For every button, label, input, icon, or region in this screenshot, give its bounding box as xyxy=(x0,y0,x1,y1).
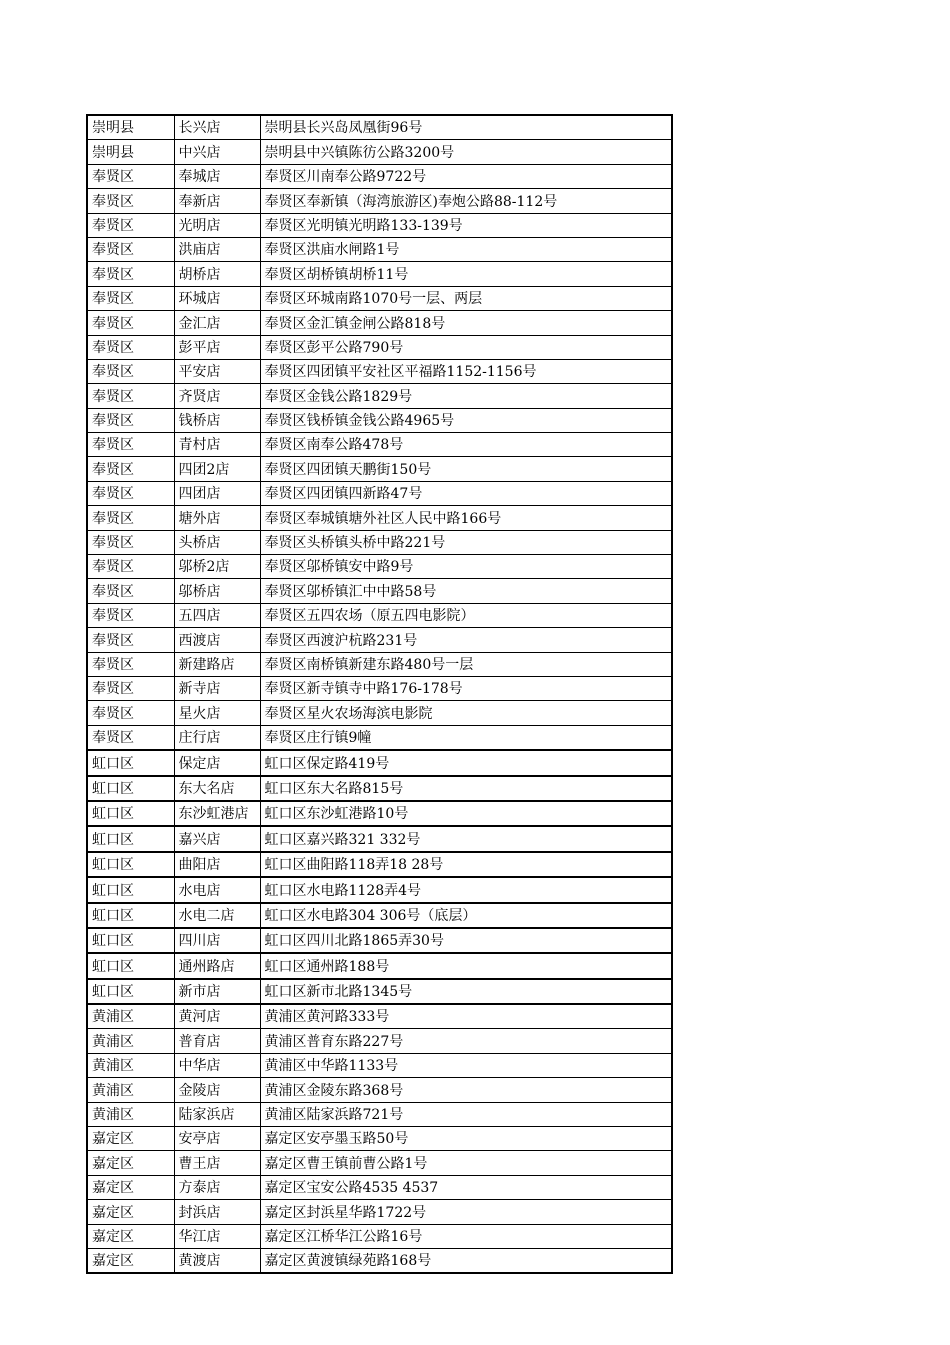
table-row xyxy=(87,877,672,902)
district-cell: 虹口区 xyxy=(87,750,174,775)
store-name-cell: 长兴店 xyxy=(174,115,260,140)
table-row xyxy=(87,1053,672,1077)
district-cell: 嘉定区 xyxy=(87,1200,174,1224)
table-row xyxy=(87,652,672,676)
address-cell: 奉贤区庄行镇9幢 xyxy=(260,725,672,750)
address-cell: 奉贤区四团镇平安社区平福路1152-1156号 xyxy=(260,359,672,383)
address-cell: 虹口区水电路1128弄4号 xyxy=(260,877,672,902)
district-cell: 黄浦区 xyxy=(87,1102,174,1126)
address-cell: 嘉定区封浜星华路1722号 xyxy=(260,1200,672,1224)
address-cell: 黄浦区黄河路333号 xyxy=(260,1004,672,1029)
table-row xyxy=(87,1004,672,1029)
district-cell: 虹口区 xyxy=(87,979,174,1004)
district-cell: 奉贤区 xyxy=(87,701,174,725)
table-row xyxy=(87,1200,672,1224)
address-cell: 嘉定区江桥华江公路16号 xyxy=(260,1224,672,1248)
table-row xyxy=(87,481,672,505)
district-cell: 奉贤区 xyxy=(87,628,174,652)
table-row xyxy=(87,701,672,725)
table-row xyxy=(87,335,672,359)
store-name-cell: 金汇店 xyxy=(174,311,260,335)
store-name-cell: 光明店 xyxy=(174,213,260,237)
district-cell: 虹口区 xyxy=(87,852,174,877)
table-row xyxy=(87,603,672,627)
table-row xyxy=(87,801,672,826)
table-row xyxy=(87,928,672,953)
address-cell: 奉贤区环城南路1070号一层、两层 xyxy=(260,286,672,310)
table-row xyxy=(87,579,672,603)
store-name-cell: 四团店 xyxy=(174,481,260,505)
store-name-cell: 西渡店 xyxy=(174,628,260,652)
address-cell: 奉贤区头桥镇头桥中路221号 xyxy=(260,530,672,554)
district-cell: 虹口区 xyxy=(87,801,174,826)
district-cell: 奉贤区 xyxy=(87,408,174,432)
address-cell: 崇明县长兴岛凤凰街96号 xyxy=(260,115,672,140)
address-cell: 奉贤区奉城镇塘外社区人民中路166号 xyxy=(260,506,672,530)
district-cell: 奉贤区 xyxy=(87,433,174,457)
table-row xyxy=(87,725,672,750)
store-name-cell: 水电店 xyxy=(174,877,260,902)
address-cell: 奉贤区邬桥镇汇中中路58号 xyxy=(260,579,672,603)
store-list-body xyxy=(87,115,672,1273)
district-cell: 奉贤区 xyxy=(87,481,174,505)
store-name-cell: 奉城店 xyxy=(174,164,260,188)
table-row xyxy=(87,1127,672,1151)
table-row xyxy=(87,979,672,1004)
store-name-cell: 陆家浜店 xyxy=(174,1102,260,1126)
table-row xyxy=(87,1175,672,1199)
district-cell: 奉贤区 xyxy=(87,189,174,213)
address-cell: 奉贤区星火农场海滨电影院 xyxy=(260,701,672,725)
store-name-cell: 中兴店 xyxy=(174,140,260,164)
address-cell: 嘉定区宝安公路4535 4537 xyxy=(260,1175,672,1199)
store-name-cell: 平安店 xyxy=(174,359,260,383)
table-row xyxy=(87,676,672,700)
store-name-cell: 东沙虹港店 xyxy=(174,801,260,826)
table-row xyxy=(87,262,672,286)
district-cell: 奉贤区 xyxy=(87,164,174,188)
table-row xyxy=(87,237,672,261)
store-name-cell: 华江店 xyxy=(174,1224,260,1248)
store-name-cell: 齐贤店 xyxy=(174,384,260,408)
store-name-cell: 五四店 xyxy=(174,603,260,627)
district-cell: 奉贤区 xyxy=(87,384,174,408)
store-name-cell: 封浜店 xyxy=(174,1200,260,1224)
address-cell: 虹口区水电路304 306号（底层） xyxy=(260,903,672,928)
table-row xyxy=(87,826,672,851)
address-cell: 奉贤区川南奉公路9722号 xyxy=(260,164,672,188)
address-cell: 虹口区曲阳路118弄18 28号 xyxy=(260,852,672,877)
district-cell: 虹口区 xyxy=(87,903,174,928)
address-cell: 虹口区保定路419号 xyxy=(260,750,672,775)
district-cell: 奉贤区 xyxy=(87,506,174,530)
district-cell: 奉贤区 xyxy=(87,311,174,335)
district-cell: 黄浦区 xyxy=(87,1029,174,1053)
table-row xyxy=(87,1151,672,1175)
district-cell: 奉贤区 xyxy=(87,262,174,286)
address-cell: 虹口区四川北路1865弄30号 xyxy=(260,928,672,953)
address-cell: 奉贤区邬桥镇安中路9号 xyxy=(260,555,672,579)
address-cell: 黄浦区普育东路227号 xyxy=(260,1029,672,1053)
table-row xyxy=(87,311,672,335)
store-name-cell: 新寺店 xyxy=(174,676,260,700)
address-cell: 虹口区东大名路815号 xyxy=(260,776,672,801)
district-cell: 虹口区 xyxy=(87,877,174,902)
address-cell: 虹口区新市北路1345号 xyxy=(260,979,672,1004)
district-cell: 黄浦区 xyxy=(87,1053,174,1077)
store-name-cell: 嘉兴店 xyxy=(174,826,260,851)
store-name-cell: 胡桥店 xyxy=(174,262,260,286)
address-cell: 嘉定区黄渡镇绿苑路168号 xyxy=(260,1248,672,1273)
address-cell: 奉贤区五四农场（原五四电影院） xyxy=(260,603,672,627)
address-cell: 奉贤区金汇镇金闸公路818号 xyxy=(260,311,672,335)
store-name-cell: 邬桥店 xyxy=(174,579,260,603)
table-row xyxy=(87,140,672,164)
table-row xyxy=(87,457,672,481)
district-cell: 奉贤区 xyxy=(87,335,174,359)
district-cell: 嘉定区 xyxy=(87,1151,174,1175)
district-cell: 黄浦区 xyxy=(87,1078,174,1102)
table-row xyxy=(87,359,672,383)
store-name-cell: 水电二店 xyxy=(174,903,260,928)
store-name-cell: 环城店 xyxy=(174,286,260,310)
table-row xyxy=(87,903,672,928)
table-row xyxy=(87,555,672,579)
district-cell: 奉贤区 xyxy=(87,579,174,603)
address-cell: 奉贤区胡桥镇胡桥11号 xyxy=(260,262,672,286)
district-cell: 奉贤区 xyxy=(87,530,174,554)
table-row xyxy=(87,1224,672,1248)
address-cell: 奉贤区钱桥镇金钱公路4965号 xyxy=(260,408,672,432)
store-list-table xyxy=(86,114,673,1274)
store-name-cell: 邬桥2店 xyxy=(174,555,260,579)
store-name-cell: 通州路店 xyxy=(174,953,260,978)
table-row xyxy=(87,628,672,652)
district-cell: 奉贤区 xyxy=(87,359,174,383)
table-row xyxy=(87,1029,672,1053)
address-cell: 奉贤区西渡沪杭路231号 xyxy=(260,628,672,652)
store-name-cell: 奉新店 xyxy=(174,189,260,213)
district-cell: 奉贤区 xyxy=(87,603,174,627)
store-name-cell: 安亭店 xyxy=(174,1127,260,1151)
table-row xyxy=(87,506,672,530)
table-row xyxy=(87,408,672,432)
store-name-cell: 洪庙店 xyxy=(174,237,260,261)
district-cell: 奉贤区 xyxy=(87,213,174,237)
store-name-cell: 青村店 xyxy=(174,433,260,457)
address-cell: 奉贤区彭平公路790号 xyxy=(260,335,672,359)
store-name-cell: 庄行店 xyxy=(174,725,260,750)
table-row xyxy=(87,286,672,310)
address-cell: 奉贤区四团镇四新路47号 xyxy=(260,481,672,505)
address-cell: 奉贤区金钱公路1829号 xyxy=(260,384,672,408)
address-cell: 奉贤区光明镇光明路133-139号 xyxy=(260,213,672,237)
address-cell: 嘉定区曹王镇前曹公路1号 xyxy=(260,1151,672,1175)
district-cell: 奉贤区 xyxy=(87,652,174,676)
address-cell: 奉贤区南奉公路478号 xyxy=(260,433,672,457)
store-name-cell: 金陵店 xyxy=(174,1078,260,1102)
address-cell: 黄浦区中华路1133号 xyxy=(260,1053,672,1077)
store-name-cell: 四团2店 xyxy=(174,457,260,481)
store-name-cell: 黄河店 xyxy=(174,1004,260,1029)
store-name-cell: 曲阳店 xyxy=(174,852,260,877)
address-cell: 黄浦区陆家浜路721号 xyxy=(260,1102,672,1126)
table-row xyxy=(87,953,672,978)
table-row xyxy=(87,1078,672,1102)
address-cell: 虹口区东沙虹港路10号 xyxy=(260,801,672,826)
district-cell: 奉贤区 xyxy=(87,676,174,700)
district-cell: 奉贤区 xyxy=(87,457,174,481)
table-row xyxy=(87,750,672,775)
district-cell: 奉贤区 xyxy=(87,237,174,261)
district-cell: 虹口区 xyxy=(87,928,174,953)
district-cell: 嘉定区 xyxy=(87,1224,174,1248)
district-cell: 嘉定区 xyxy=(87,1127,174,1151)
store-name-cell: 方泰店 xyxy=(174,1175,260,1199)
table-row xyxy=(87,852,672,877)
district-cell: 崇明县 xyxy=(87,115,174,140)
store-name-cell: 中华店 xyxy=(174,1053,260,1077)
table-row xyxy=(87,776,672,801)
address-cell: 奉贤区新寺镇寺中路176-178号 xyxy=(260,676,672,700)
table-row xyxy=(87,164,672,188)
store-name-cell: 头桥店 xyxy=(174,530,260,554)
store-name-cell: 新建路店 xyxy=(174,652,260,676)
store-name-cell: 彭平店 xyxy=(174,335,260,359)
district-cell: 虹口区 xyxy=(87,826,174,851)
district-cell: 奉贤区 xyxy=(87,725,174,750)
address-cell: 奉贤区南桥镇新建东路480号一层 xyxy=(260,652,672,676)
address-cell: 崇明县中兴镇陈彷公路3200号 xyxy=(260,140,672,164)
district-cell: 嘉定区 xyxy=(87,1175,174,1199)
address-cell: 奉贤区奉新镇（海湾旅游区)奉炮公路88-112号 xyxy=(260,189,672,213)
district-cell: 虹口区 xyxy=(87,776,174,801)
store-name-cell: 星火店 xyxy=(174,701,260,725)
address-cell: 黄浦区金陵东路368号 xyxy=(260,1078,672,1102)
table-row xyxy=(87,1248,672,1273)
address-cell: 嘉定区安亭墨玉路50号 xyxy=(260,1127,672,1151)
district-cell: 崇明县 xyxy=(87,140,174,164)
table-row xyxy=(87,433,672,457)
address-cell: 奉贤区洪庙水闸路1号 xyxy=(260,237,672,261)
table-row xyxy=(87,189,672,213)
table-row xyxy=(87,530,672,554)
table-row xyxy=(87,213,672,237)
store-name-cell: 新市店 xyxy=(174,979,260,1004)
table-row xyxy=(87,384,672,408)
district-cell: 虹口区 xyxy=(87,953,174,978)
district-cell: 黄浦区 xyxy=(87,1004,174,1029)
store-name-cell: 保定店 xyxy=(174,750,260,775)
table-row xyxy=(87,115,672,140)
district-cell: 奉贤区 xyxy=(87,286,174,310)
district-cell: 嘉定区 xyxy=(87,1248,174,1273)
address-cell: 奉贤区四团镇天鹏街150号 xyxy=(260,457,672,481)
store-name-cell: 黄渡店 xyxy=(174,1248,260,1273)
address-cell: 虹口区嘉兴路321 332号 xyxy=(260,826,672,851)
store-name-cell: 东大名店 xyxy=(174,776,260,801)
district-cell: 奉贤区 xyxy=(87,555,174,579)
store-name-cell: 塘外店 xyxy=(174,506,260,530)
store-name-cell: 曹王店 xyxy=(174,1151,260,1175)
store-name-cell: 普育店 xyxy=(174,1029,260,1053)
table-row xyxy=(87,1102,672,1126)
store-name-cell: 钱桥店 xyxy=(174,408,260,432)
address-cell: 虹口区通州路188号 xyxy=(260,953,672,978)
store-name-cell: 四川店 xyxy=(174,928,260,953)
